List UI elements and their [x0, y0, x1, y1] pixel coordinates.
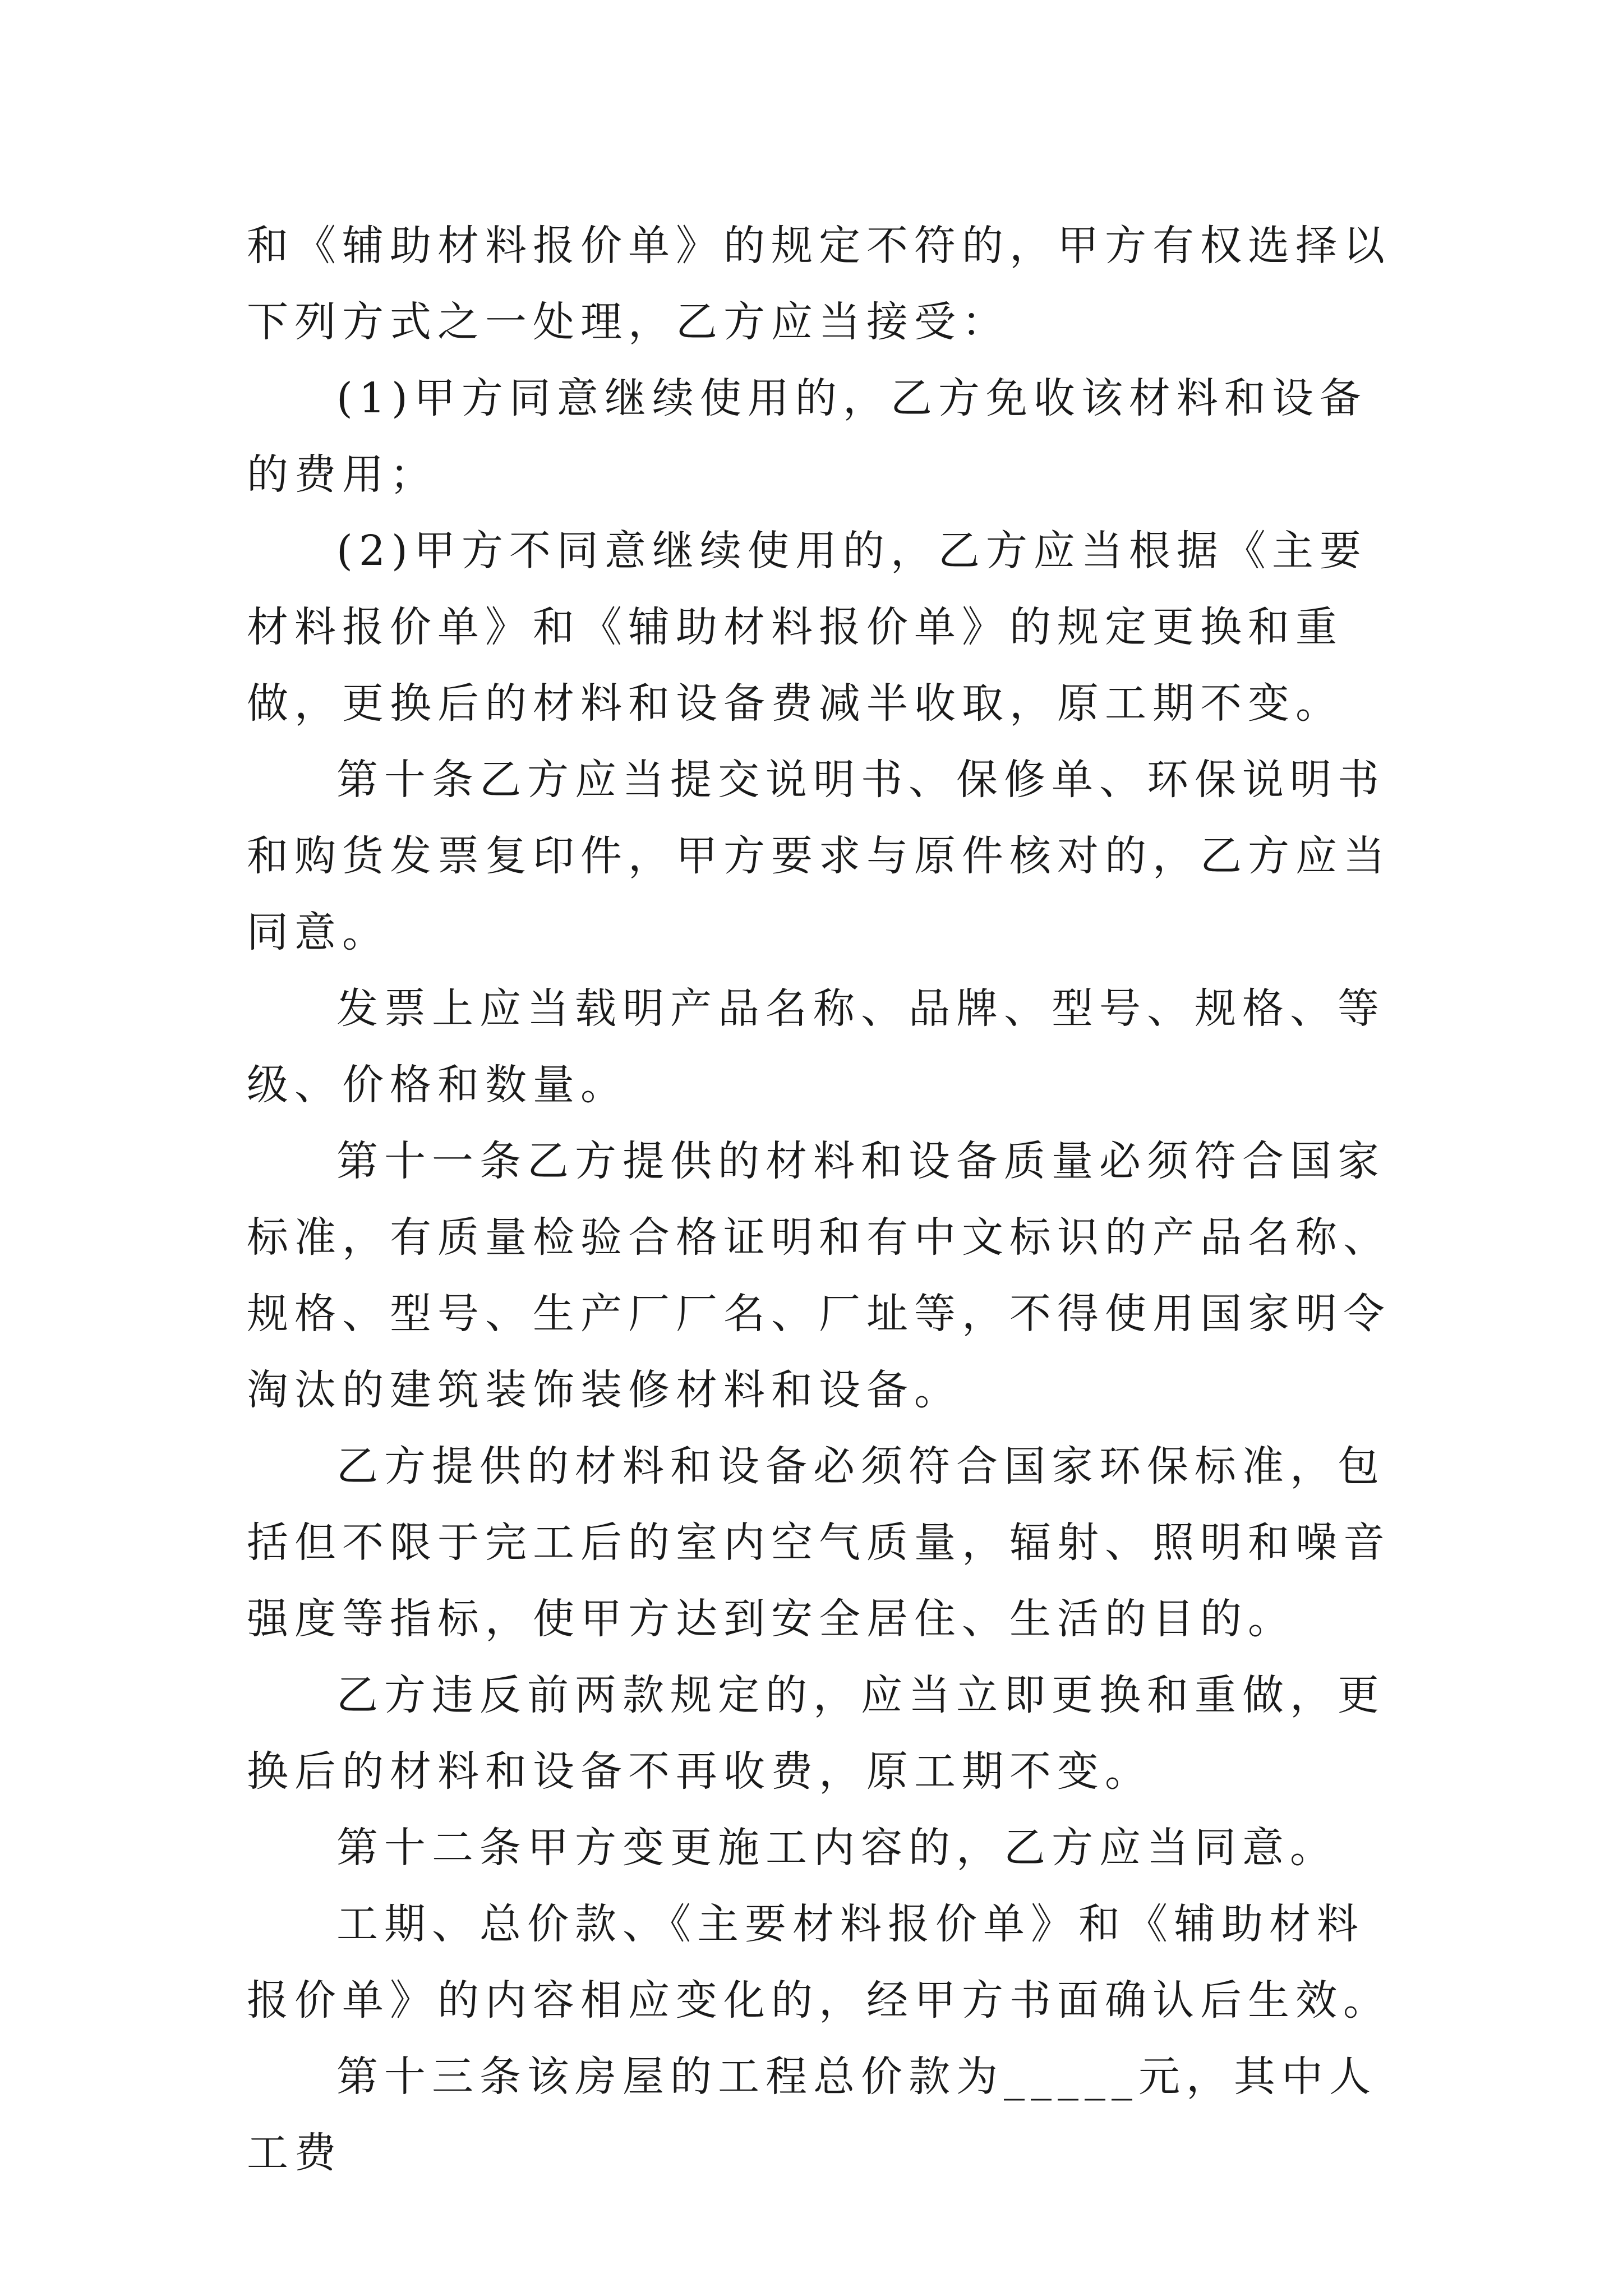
paragraph-4: 第十条乙方应当提交说明书、保修单、环保说明书和购货发票复印件，甲方要求与原件核对的，乙方应当同意。 [247, 756, 1391, 956]
paragraph-10: 工期、总价款、《主要材料报价单》和《辅助材料报价单》的内容相应变化的，经甲方书面确认后生效。 [247, 1900, 1391, 2024]
paragraph-7: 乙方提供的材料和设备必须符合国家环保标准，包括但不限于完工后的室内空气质量，辐射、照明和噪音强度等指标，使甲方达到安全居住、生活的目的。 [247, 1442, 1391, 1643]
paragraph-6: 第十一条乙方提供的材料和设备质量必须符合国家标准，有质量检验合格证明和有中文标识的产品名称、规格、型号、生产厂厂名、厂址等，不得使用国家明令淘汰的建筑装饰装修材料和设备。 [247, 1137, 1391, 1414]
paragraph-3: (2)甲方不同意继续使用的，乙方应当根据《主要材料报价单》和《辅助材料报价单》的规定更换和重做，更换后的材料和设备费减半收取，原工期不变。 [247, 527, 1367, 728]
paragraph-2: (1)甲方同意继续使用的，乙方免收该材料和设备的费用； [247, 374, 1367, 499]
paragraph-5: 发票上应当载明产品名称、品牌、型号、规格、等级、价格和数量。 [247, 984, 1385, 1109]
paragraph-8: 乙方违反前两款规定的，应当立即更换和重做，更换后的材料和设备不再收费，原工期不变。 [247, 1671, 1385, 1796]
document-body [247, 208, 1391, 2191]
paragraph-11: 第十三条该房屋的工程总价款为_____元，其中人工费 [247, 2053, 1377, 2177]
paragraph-1: 和《辅助材料报价单》的规定不符的，甲方有权选择以下列方式之一处理，乙方应当接受： [247, 222, 1391, 346]
paragraph-9: 第十二条甲方变更施工内容的，乙方应当同意。 [336, 1824, 1338, 1872]
